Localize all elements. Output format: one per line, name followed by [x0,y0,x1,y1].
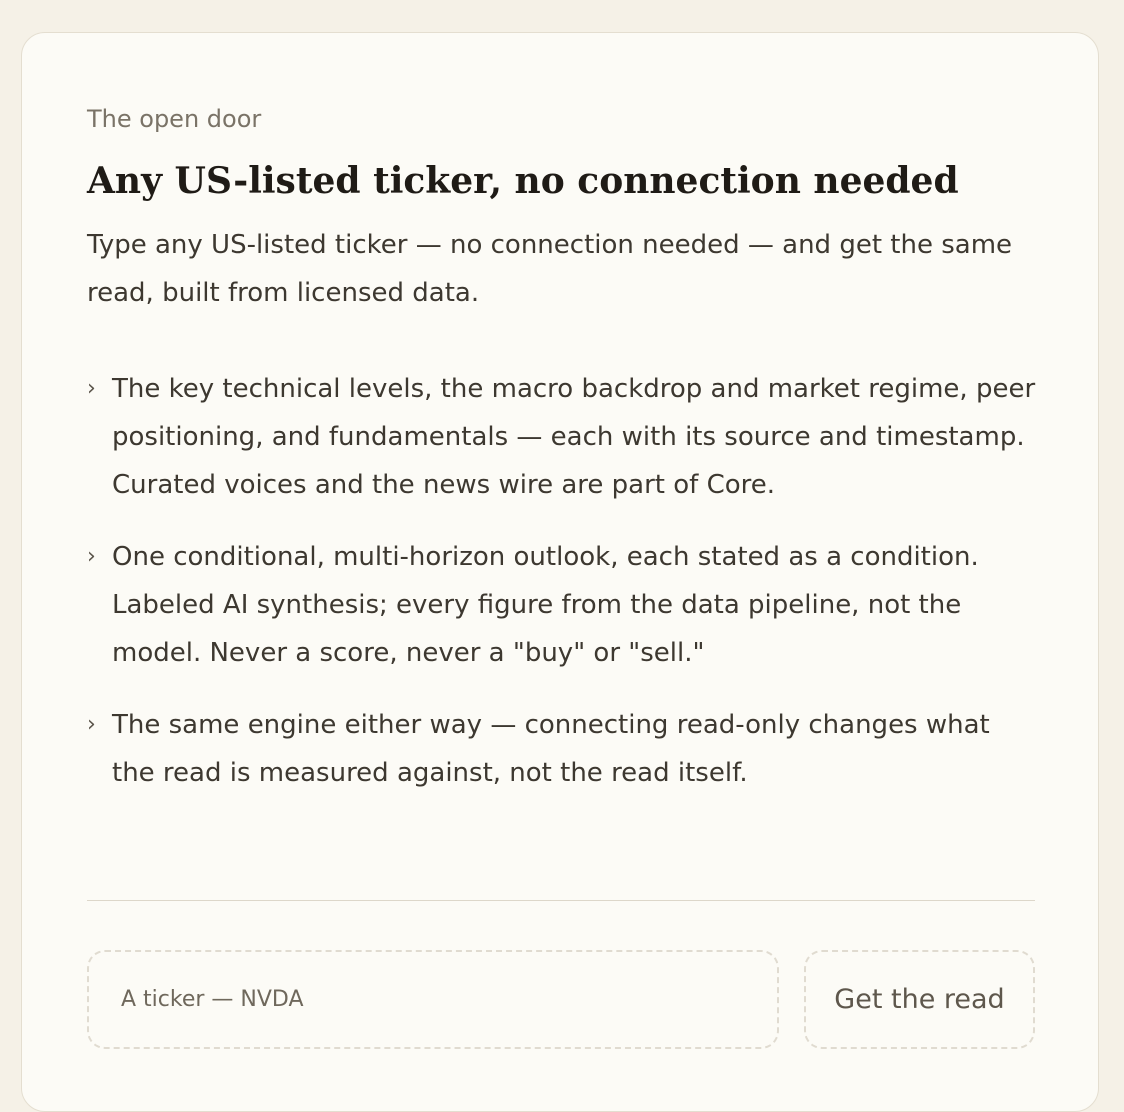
feature-list [87,365,1037,821]
feature-list-item [87,533,1037,677]
chevron-right-icon: › [87,544,96,569]
get-the-read-button[interactable]: Get the read [804,950,1035,1049]
chevron-right-icon: › [87,712,96,737]
feature-list-item [87,701,1037,797]
open-door-card [21,32,1099,1112]
feature-text: The same engine either way — connecting read-only changes what the read is measured against, not the read itself. [112,710,990,788]
ticker-field [87,950,779,1049]
eyebrow-label: The open door [87,105,262,133]
card-title: Any US-listed ticker, no connection needed [87,160,959,202]
ticker-input[interactable] [89,952,777,1047]
card-description: Type any US-listed ticker — no connection needed — and get the same read, built from licensed data. [87,230,1013,308]
feature-text: One conditional, multi-horizon outlook, each stated as a condition. Labeled AI synthesis; every figure from the data pipeline, not the model. Never a score, never a "buy" or "sell." [112,542,979,668]
feature-list-item [87,365,1037,509]
chevron-right-icon: › [87,376,96,401]
feature-text: The key technical levels, the macro backdrop and market regime, peer positioning, and fundamentals — each with its source and timestamp. Curated voices and the news wire are part of Core. [112,374,1036,500]
section-divider [87,900,1035,901]
